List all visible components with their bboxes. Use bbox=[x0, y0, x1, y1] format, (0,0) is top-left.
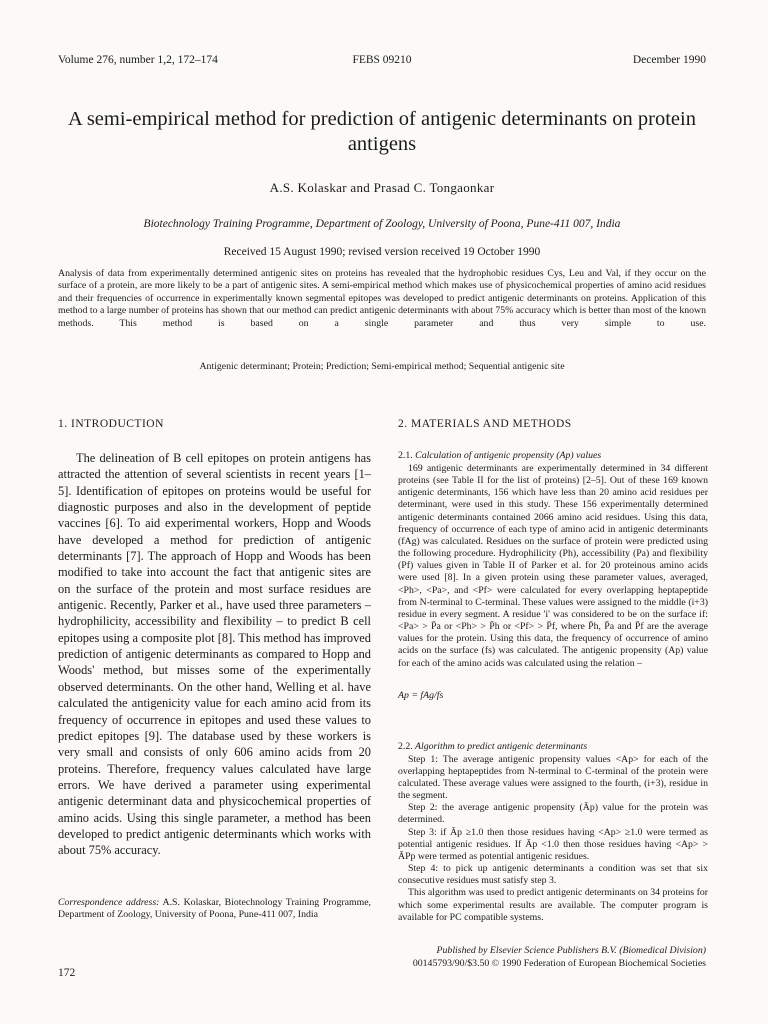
received-dates: Received 15 August 1990; revised version received 19 October 1990 bbox=[223, 246, 541, 258]
subsection-heading-calculation bbox=[398, 450, 708, 461]
issue-date: December 1990 bbox=[632, 54, 706, 66]
subsection-number: 2.1. bbox=[398, 450, 413, 461]
correspondence-text: A.S. Kolaskar, Biotechnology Training Programme, Department of Zoology, University of Poona, Pune-411 007, India bbox=[58, 897, 371, 920]
subsection-title: Calculation of antigenic propensity (Ap) values bbox=[415, 450, 602, 461]
copyright-line: 00145793/90/$3.50 © 1990 Federation of European Biochemical Societies bbox=[412, 958, 706, 969]
article-title: A semi-empirical method for prediction of antigenic determinants on protein antigens bbox=[68, 108, 696, 155]
keywords: Antigenic determinant; Protein; Prediction; Semi-empirical method; Sequential antigenic site bbox=[199, 361, 565, 372]
subsection-number: 2.2. bbox=[398, 740, 413, 752]
subsection-title: Algorithm to predict antigenic determinants bbox=[414, 740, 588, 752]
right-column bbox=[398, 418, 708, 924]
page-number: 172 bbox=[58, 967, 76, 979]
section-heading-methods: 2. MATERIALS AND METHODS bbox=[398, 418, 572, 430]
calculation-paragraph: 169 antigenic determinants are experimentally determined in 34 different proteins (see Table II for the list of proteins) [2–5]. Out of these 169 known antigenic determinants, 156 which have less than 20 amino acid residues per determinant, were used in this study. These 156 experimentally determined antigenic determinants contained 2066 amino acid residues. Using this data, frequency of occurrence of each type of amino acid in antigenic determinants (fAg) was calculated. Residues on the surface of protein were predicted using the following procedure. Hydrophilicity (Ph), accessibility (Pa) and flexibility (Pf) values given in Table II of Parker et al. for 20 proteinous amino acids were used [8]. In a given protein using these parameter values, averaged, <Ph>, <Pa>, and <Pf> were calculated for every overlapping heptapeptide from N-terminal to C-terminal. These values were assigned to the middle (i+3) residue in every segment. A residue 'i' was considered to be on the surface if: <Pa> > P̄a or <Ph> > P̄h or <Pf> > P̄f, where P̄h, P̄a and P̄f are the average values for the protein. Using this data, the frequency of occurrence of amino acids on the surface (fs) was calculated. The antigenic propensity (Ap) value for each of the amino acids was calculated using the relation – bbox=[398, 463, 708, 669]
correspondence-label: Correspondence address: bbox=[58, 897, 160, 908]
algorithm-step-3: Step 3: if Āp ≥1.0 then those residues having <Ap> ≥1.0 were termed as potential antigenic residues. If Āp <1.0 then those residues having <Ap> > ĀPp were termed as potential antigenic residues. bbox=[398, 826, 708, 862]
volume-info: Volume 276, number 1,2, 172–174 bbox=[58, 54, 218, 66]
algorithm-closing: This algorithm was used to predict antigenic determinants on 34 proteins for which some experimental results are available. The computer program is available for PC compatible systems. bbox=[398, 887, 708, 923]
publisher-footer bbox=[398, 944, 706, 970]
algorithm-step-2: Step 2: the average antigenic propensity (Āp) value for the protein was determined. bbox=[398, 802, 708, 826]
article-code: FEBS 09210 bbox=[352, 54, 412, 66]
publisher-line: Published by Elsevier Science Publishers B.V. (Biomedical Division) bbox=[436, 945, 706, 956]
running-header bbox=[58, 54, 706, 70]
algorithm-step-1: Step 1: The average antigenic propensity values <Ap> for each of the overlapping heptapeptides from N-terminal to C-terminal of the protein were calculated. These average values were assigned to the fourth, (i+3), residue in the segment. bbox=[398, 753, 708, 802]
left-column bbox=[58, 418, 371, 859]
section-heading-introduction: 1. INTRODUCTION bbox=[58, 418, 164, 430]
subsection-heading-algorithm bbox=[398, 741, 708, 752]
algorithm-step-4: Step 4: to pick up antigenic determinants a condition was set that six consecutive residues must satisfy step 3. bbox=[398, 863, 708, 887]
affiliation: Biotechnology Training Programme, Department of Zoology, University of Poona, Pune-411 007, India bbox=[143, 218, 621, 230]
introduction-text: The delineation of B cell epitopes on protein antigens has attracted the attention of several scientists in recent years [1–5]. Identification of epitopes on proteins would be useful for diagnostic purposes and also in the development of peptide vaccines [6]. To aid experimental workers, Hopp and Woods have developed a method for prediction of antigenic determinants [7]. The approach of Hopp and Woods has been modified to take into account the fact that antigenic sites are on the surface of the protein and most surface residues are antigenic. Recently, Parker et al., have used three parameters – hydrophilicity, accessibility and flexibility – to predict B cell epitopes using a composite plot [8]. This method has improved prediction of antigenic determinants as compared to Hopp and Woods' method, but misses some of the experimentally observed determinants. On the other hand, Welling et al. have calculated the antigenicity value for each amino acid from its frequency of occurrence in epitopes and used these values to predict epitopes [9]. The database used by these workers is very small and consists of only 606 amino acids from 20 proteins. Therefore, frequency values calculated have large errors. We have derived a parameter using experimental antigenic determinant data and physicochemical properties of amino acids. Using this single parameter, a method has been developed to predict antigenic determinants which works with about 75% accuracy. bbox=[58, 451, 371, 858]
propensity-equation: Ap = fAg/fs bbox=[398, 689, 444, 701]
correspondence-address bbox=[58, 897, 371, 921]
abstract: Analysis of data from experimentally determined antigenic sites on proteins has revealed that the hydrophobic residues Cys, Leu and Val, if they occur on the surface of a protein, are more likely to be a part of antigenic sites. A semi-empirical method which makes use of physicochemical properties of amino acid residues and their frequencies of occurrence in experimentally known segmental epitopes was developed to predict antigenic determinants on proteins. Application of this method to a large number of proteins has shown that our method can predict antigenic determinants with about 75% accuracy which is better than most of the known methods. This method is based on a single parameter and thus very simple to use. bbox=[58, 268, 706, 329]
authors: A.S. Kolaskar and Prasad C. Tongaonkar bbox=[269, 180, 495, 195]
